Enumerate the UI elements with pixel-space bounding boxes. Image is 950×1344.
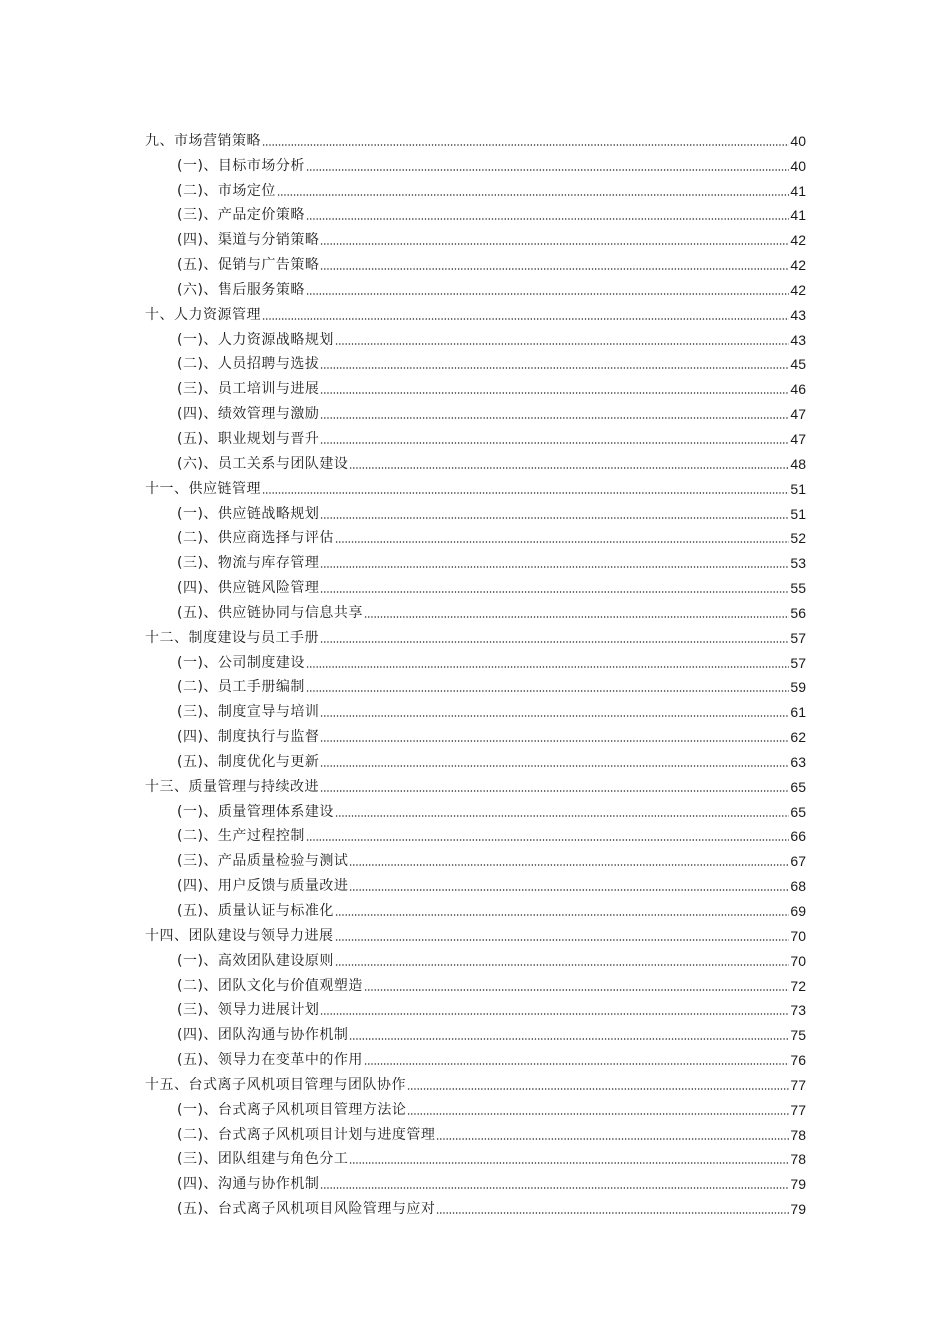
- toc-page-number: 41: [790, 182, 806, 199]
- toc-entry-title: (一)、公司制度建设: [177, 654, 305, 671]
- toc-entry-title: (五)、供应链协同与信息共享: [177, 604, 363, 621]
- toc-dot-leader: [306, 169, 789, 171]
- toc-entry-title: (四)、用户反馈与质量改进: [177, 878, 349, 895]
- toc-section-entry[interactable]: [0, 1169, 950, 1194]
- toc-entry-title: (五)、制度优化与更新: [177, 753, 320, 770]
- toc-entry-title: (一)、高效团队建设原则: [177, 952, 334, 969]
- toc-entry-title: (三)、物流与库存管理: [177, 555, 320, 572]
- toc-page-number: 63: [790, 753, 806, 770]
- toc-section-entry[interactable]: [0, 1095, 950, 1120]
- toc-entry-title: (五)、质量认证与标准化: [177, 903, 334, 919]
- toc-dot-leader: [262, 144, 789, 146]
- toc-section-entry[interactable]: [0, 946, 950, 971]
- toc-section-entry[interactable]: [0, 424, 950, 449]
- toc-page-number: 42: [790, 281, 806, 298]
- toc-entry-title: 十三、质量管理与持续改进: [145, 778, 319, 795]
- toc-entry-title: (三)、员工培训与进展: [177, 381, 320, 398]
- toc-chapter-entry[interactable]: [0, 623, 950, 648]
- toc-dot-leader: [320, 566, 789, 568]
- toc-dot-leader: [320, 790, 789, 792]
- toc-section-entry[interactable]: [0, 350, 950, 375]
- toc-chapter-entry[interactable]: [0, 300, 950, 325]
- toc-section-entry[interactable]: [0, 250, 950, 275]
- toc-page-number: 78: [790, 1151, 806, 1168]
- toc-dot-leader: [349, 1038, 789, 1040]
- toc-dot-leader: [320, 1187, 789, 1189]
- toc-dot-leader: [364, 989, 789, 991]
- toc-section-entry[interactable]: [0, 971, 950, 996]
- toc-section-entry[interactable]: [0, 797, 950, 822]
- toc-page-number: 57: [790, 629, 806, 646]
- toc-dot-leader: [306, 666, 789, 668]
- toc-chapter-entry[interactable]: [0, 1070, 950, 1095]
- toc-page-number: 42: [790, 257, 806, 274]
- toc-section-entry[interactable]: [0, 1020, 950, 1045]
- toc-section-entry[interactable]: [0, 598, 950, 623]
- toc-section-entry[interactable]: [0, 747, 950, 772]
- toc-dot-leader: [306, 293, 789, 295]
- toc-dot-leader: [320, 367, 789, 369]
- toc-entry-title: (二)、台式离子风机项目计划与进度管理: [177, 1126, 436, 1143]
- toc-dot-leader: [335, 964, 789, 966]
- toc-page-number: 70: [790, 927, 806, 944]
- toc-dot-leader: [306, 839, 789, 841]
- toc-page-number: 75: [790, 1027, 806, 1044]
- toc-page-number: 69: [790, 903, 806, 919]
- toc-page-number: 43: [790, 331, 806, 348]
- toc-section-entry[interactable]: [0, 225, 950, 250]
- toc-entry-title: (三)、团队组建与角色分工: [177, 1151, 349, 1168]
- toc-page-number: 77: [790, 1101, 806, 1118]
- toc-page-number: 78: [790, 1126, 806, 1143]
- toc-page-number: 79: [790, 1176, 806, 1193]
- toc-chapter-entry[interactable]: [0, 772, 950, 797]
- toc-page-number: 51: [790, 480, 806, 497]
- toc-page-number: 46: [790, 381, 806, 398]
- toc-section-entry[interactable]: [0, 449, 950, 474]
- toc-entry-title: 九、市场营销策略: [145, 132, 261, 149]
- toc-entry-title: 十、人力资源管理: [145, 306, 261, 323]
- toc-entry-title: (三)、领导力进展计划: [177, 1002, 320, 1019]
- toc-dot-leader: [320, 641, 789, 643]
- toc-entry-title: (五)、促销与广告策略: [177, 257, 320, 274]
- toc-dot-leader: [306, 218, 789, 220]
- toc-dot-leader: [407, 1088, 789, 1090]
- toc-entry-title: (六)、员工关系与团队建设: [177, 455, 349, 472]
- toc-page-number: 76: [790, 1052, 806, 1069]
- toc-entry-title: (五)、职业规划与晋升: [177, 430, 320, 447]
- toc-page-number: 48: [790, 455, 806, 472]
- toc-page-number: 40: [790, 132, 806, 149]
- toc-section-entry[interactable]: [0, 896, 950, 921]
- toc-dot-leader: [320, 268, 789, 270]
- toc-dot-leader: [349, 467, 789, 469]
- toc-dot-leader: [436, 1138, 789, 1140]
- toc-dot-leader: [320, 715, 789, 717]
- toc-dot-leader: [320, 1013, 789, 1015]
- toc-section-entry[interactable]: [0, 846, 950, 871]
- toc-page-number: 68: [790, 878, 806, 895]
- toc-dot-leader: [407, 1113, 789, 1115]
- toc-section-entry[interactable]: [0, 201, 950, 226]
- toc-page-number: 62: [790, 729, 806, 746]
- toc-page-number: 40: [790, 157, 806, 174]
- toc-entry-title: (五)、领导力在变革中的作用: [177, 1052, 363, 1069]
- toc-dot-leader: [436, 1212, 789, 1214]
- toc-entry-title: (一)、质量管理体系建设: [177, 803, 334, 820]
- toc-entry-title: (四)、绩效管理与激励: [177, 406, 320, 423]
- toc-section-entry[interactable]: [0, 697, 950, 722]
- toc-page-number: 66: [790, 828, 806, 845]
- toc-entry-title: (五)、台式离子风机项目风险管理与应对: [177, 1201, 436, 1218]
- toc-section-entry[interactable]: [0, 548, 950, 573]
- toc-entry-title: (二)、供应商选择与评估: [177, 530, 334, 547]
- toc-entry-title: (三)、产品定价策略: [177, 207, 305, 224]
- toc-dot-leader: [349, 889, 789, 891]
- toc-dot-leader: [262, 492, 789, 494]
- toc-section-entry[interactable]: [0, 1045, 950, 1070]
- toc-entry-title: (二)、人员招聘与选拔: [177, 356, 320, 373]
- table-of-contents: [0, 126, 950, 1219]
- toc-section-entry[interactable]: [0, 1194, 950, 1219]
- toc-dot-leader: [320, 765, 789, 767]
- toc-section-entry[interactable]: [0, 325, 950, 350]
- toc-dot-leader: [335, 343, 789, 345]
- toc-dot-leader: [320, 417, 789, 419]
- toc-entry-title: (一)、人力资源战略规划: [177, 331, 334, 348]
- toc-section-entry[interactable]: [0, 996, 950, 1021]
- toc-page-number: 72: [790, 977, 806, 994]
- toc-dot-leader: [364, 1063, 789, 1065]
- toc-page-number: 56: [790, 604, 806, 621]
- toc-entry-title: (四)、沟通与协作机制: [177, 1176, 320, 1193]
- toc-page-number: 73: [790, 1002, 806, 1019]
- toc-entry-title: (六)、售后服务策略: [177, 281, 305, 298]
- toc-page-number: 41: [790, 207, 806, 224]
- toc-page-number: 65: [790, 778, 806, 795]
- toc-entry-title: (三)、制度宣导与培训: [177, 704, 320, 721]
- toc-section-entry[interactable]: [0, 275, 950, 300]
- toc-section-entry[interactable]: [0, 176, 950, 201]
- toc-page-number: 77: [790, 1076, 806, 1093]
- toc-dot-leader: [335, 939, 790, 941]
- toc-dot-leader: [335, 914, 789, 916]
- toc-section-entry[interactable]: [0, 871, 950, 896]
- toc-page-number: 61: [790, 704, 806, 721]
- toc-entry-title: 十二、制度建设与员工手册: [145, 629, 319, 646]
- toc-entry-title: (二)、团队文化与价值观塑造: [177, 977, 363, 994]
- toc-dot-leader: [320, 442, 789, 444]
- toc-entry-title: (四)、渠道与分销策略: [177, 232, 320, 249]
- toc-entry-title: (三)、产品质量检验与测试: [177, 853, 349, 870]
- toc-entry-title: (一)、目标市场分析: [177, 157, 305, 174]
- toc-section-entry[interactable]: [0, 648, 950, 673]
- toc-page-number: 53: [790, 555, 806, 572]
- toc-dot-leader: [335, 541, 789, 543]
- toc-page-number: 55: [790, 580, 806, 597]
- toc-dot-leader: [335, 815, 789, 817]
- toc-entry-title: 十四、团队建设与领导力进展: [145, 927, 334, 944]
- toc-section-entry[interactable]: [0, 573, 950, 598]
- toc-page-number: 67: [790, 853, 806, 870]
- toc-section-entry[interactable]: [0, 374, 950, 399]
- toc-entry-title: (一)、台式离子风机项目管理方法论: [177, 1101, 407, 1118]
- toc-chapter-entry[interactable]: [0, 474, 950, 499]
- toc-dot-leader: [349, 864, 789, 866]
- toc-page-number: 42: [790, 232, 806, 249]
- toc-entry-title: 十一、供应链管理: [145, 480, 261, 497]
- toc-entry-title: (一)、供应链战略规划: [177, 505, 320, 522]
- toc-entry-title: (二)、员工手册编制: [177, 679, 305, 696]
- toc-section-entry[interactable]: [0, 673, 950, 698]
- toc-page-number: 79: [790, 1201, 806, 1218]
- toc-entry-title: (二)、市场定位: [177, 182, 276, 199]
- toc-dot-leader: [320, 243, 789, 245]
- toc-page-number: 47: [790, 430, 806, 447]
- toc-page-number: 57: [790, 654, 806, 671]
- toc-chapter-entry[interactable]: [0, 126, 950, 151]
- toc-section-entry[interactable]: [0, 399, 950, 424]
- toc-chapter-entry[interactable]: [0, 921, 950, 946]
- toc-dot-leader: [320, 740, 789, 742]
- toc-page-number: 65: [790, 803, 806, 820]
- toc-dot-leader: [320, 591, 789, 593]
- toc-page-number: 45: [790, 356, 806, 373]
- toc-page-number: 47: [790, 406, 806, 423]
- toc-entry-title: 十五、台式离子风机项目管理与团队协作: [145, 1076, 406, 1093]
- toc-dot-leader: [320, 392, 789, 394]
- toc-page-number: 52: [790, 530, 806, 547]
- toc-section-entry[interactable]: [0, 499, 950, 524]
- toc-page-number: 70: [790, 952, 806, 969]
- toc-dot-leader: [349, 1162, 789, 1164]
- toc-section-entry[interactable]: [0, 151, 950, 176]
- toc-section-entry[interactable]: [0, 1145, 950, 1170]
- toc-page-number: 51: [790, 505, 806, 522]
- toc-section-entry[interactable]: [0, 722, 950, 747]
- toc-entry-title: (二)、生产过程控制: [177, 828, 305, 845]
- toc-dot-leader: [320, 517, 789, 519]
- toc-entry-title: (四)、制度执行与监督: [177, 729, 320, 746]
- toc-dot-leader: [277, 194, 789, 196]
- toc-dot-leader: [262, 318, 789, 320]
- toc-page-number: 59: [790, 679, 806, 696]
- toc-section-entry[interactable]: [0, 1120, 950, 1145]
- toc-dot-leader: [306, 690, 789, 692]
- toc-page-number: 43: [790, 306, 806, 323]
- toc-dot-leader: [364, 616, 789, 618]
- toc-entry-title: (四)、供应链风险管理: [177, 580, 320, 597]
- toc-section-entry[interactable]: [0, 524, 950, 549]
- toc-entry-title: (四)、团队沟通与协作机制: [177, 1027, 349, 1044]
- toc-section-entry[interactable]: [0, 822, 950, 847]
